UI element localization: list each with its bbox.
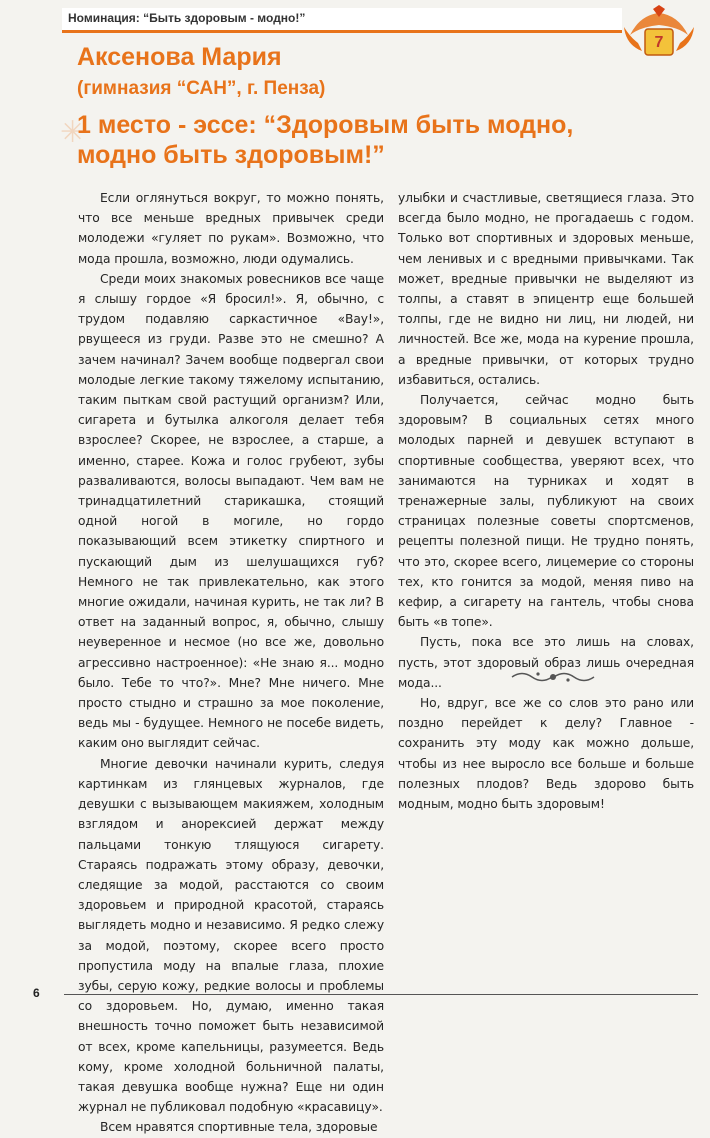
header-bar [62,8,622,33]
paragraph-continuation: улыбки и счастливые, светящиеся глаза. Это всегда было модно, не прогадаешь с годом. Только вот спортивных и здоровых меньше, чем ленивых и с вредными привычками. Так может, вредные привычки не выделяют из толпы, а ставят в эпицентр еще большей толпы, где не видно ни лиц, ни людей, ни личностей. Все же, мода на курение прошла, а вредные привычки, от которых трудно избавиться, остались. [398,191,694,387]
svg-text:7: 7 [654,34,664,51]
paragraph: Если оглянуться вокруг, то можно понять, что все меньше вредных привычек среди молодежи «гуляет по рукам». Возможно, что мода прошла, возможно, люди одумались. [78,191,384,266]
flourish-divider-icon [508,668,598,686]
author-name: Аксенова Мария [77,43,282,71]
paragraph: Пусть, пока все это лишь на словах, пусть, этот здоровый образ лишь очередная мода... [398,635,694,690]
paragraph: Но, вдруг, все же со слов это рано или поздно перейдет к делу? Главное - сохранить эту моду как можно дольше, чтобы из нее выросло все больше и больше полезных плодов? Ведь здорово быть модным, модно быть здоровым! [398,696,694,812]
paragraph: Получается, сейчас модно быть здоровым? В социальных сетях много молодых парней и девушек вступают в спортивные сообщества, уверяют всех, что занимаются на турниках и ходят в тренажерные залы, публикуют на своих страницах полезные советы спортсменов, рецепты полезной пищи. Не трудно понять, что это, скорее всего, лицемерие со стороны тех, кто гонится за модой, меняя пиво на кефир, а сигарету на гантель, чтобы снова быть «в топе». [398,393,694,630]
paragraph: Среди моих знакомых ровесников все чаще я слышу гордое «Я бросил!». Я, обычно, с трудом подавляю саркастичное «Вау!», рвущееся из груди. Разве это не смешно? А зачем начинал? Зачем вообще подвергал свои молодые легкие такому тяжелому испытанию, таким пыткам свой растущий организм? Или, сигарета и бутылка алкоголя делает тебя взрослее? Скорее, не взрослее, а старше, а именно, старее. Кожа и голос грубеют, зубы разваливаются, волосы выпадают. Чем вам не тринадцатилетний старикашка, стоящий одной ногой в могиле, но гордо показывающий всем этикетку спиртного и пускающий дым из шелушащихся губ? Немного не так привлекательно, как этого многие ожидали, начиная курить, не так ли? В ответ на заданный вопрос, я, обычно, слышу неуверенное и несмое (но все же, довольно агрессивно настроенное): «Не знаю я... модно было. Тебе то что?». Мне? Мне ничего. Мне просто стыдно и страшно за мое поколение, ведь мы - будущее. Немного не посебе видеть, каким оно выглядит сейчас. [78,271,384,751]
nomination-label: Номинация: “Быть здоровым - модно!” [68,11,306,25]
school-name: (гимназия “САН”, г. Пенза) [77,78,326,99]
essay-title-line-1: 1 место - эссе: “Здоровым быть модно, [77,111,574,139]
article-column-left [78,188,384,1138]
paragraph: Всем нравятся спортивные тела, здоровые [100,1120,378,1135]
article-column-right [398,188,694,814]
footer-rule [64,994,698,995]
essay-title-line-2: модно быть здоровым!” [77,141,385,169]
paragraph: Многие девочки начинали курить, следуя картинкам из глянцевых журналов, где девушки с вызывающем макияжем, холодным взглядом и анорексией держат между пальцами тонкую тлящуюся сигарету. Стараясь подражать этому образу, девочки, следящие за модой, расстаются со своим здоровьем и природной красотой, стараясь выглядеть модно и независимо. Я редко слежу за модой, поэтому, скорее всего просто пропустила моду на впалые глаза, плохие зубы, серую кожу, редкие волосы и проблемы со здоровьем. Но, думаю, именно такая внешность точно поможет быть независимой от всех, кроме капельницы, разумеется. Ведь кому, кроме холодной больничной палаты, такая девушка вообще нужна? Еще ни один журнал не публиковал подобную «красавицу». [78,756,384,1115]
page-number: 6 [33,986,40,1000]
decorative-flourish-icon: ✳ [60,115,86,150]
article-title-block [77,42,637,170]
